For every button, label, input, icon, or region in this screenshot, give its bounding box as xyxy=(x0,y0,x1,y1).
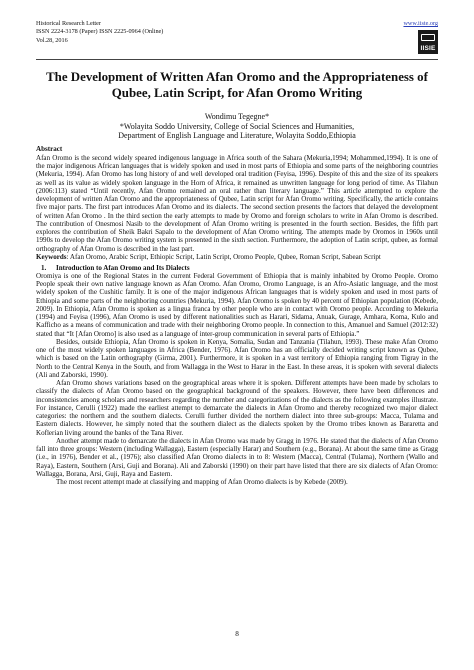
section-1-number: 1. xyxy=(41,263,47,272)
logo-text: IISIE xyxy=(420,45,436,52)
journal-name: Historical Research Letter xyxy=(36,20,101,27)
abstract-text: Afan Oromo is the second widely speared indigenous language in Africa south of the Sahara (Mekuria,1994; Mohammed,1994). It is one of the major indigenous African languages that is widely spoken and used in most parts of Ethiopia and some parts of the neighboring countries (Mekuria, 1994). Afan Oromo has long history of and well developed oral tradition (Feyisa, 1996). Despite of this and the size of its speakers as well as its value as widely spoken language in the Horn of Africa, it remained as unwritten language for long period of time. As Tilahun (2006:113) stated “Until recently, Afan Oromo remained an oral rather than literary language.” This article attempted to explore the development of written Afan Oromo and the appropriateness of Qubee, Latin script for Afan Oromo writing. Specifically, the article contains five major parts. The first part introduces Afan Oromo and its dialects. The second section presents the factors that delayed the development of written Afan Oromo . In the third section the early attempts to made by Oromo and foreign scholars to write in Afan Oromo is described. The contribution of Onesmosi Nasib to the development of Afan Oromo writing is presented in the fourth section. Besides, the fifth part explores the contribution of Sheik Bakri Sapalo to the development of Afan Oromo writing. The attempts made by Oromos in 1960s until 1990s to develop the Afan Oromo writing system is presented in the sixth section. Furthermore, the adoption of Latin script, qubee, as formal orthography of Afan Oromo is described in the last part. xyxy=(36,153,438,253)
section-1-title: Introduction to Afan Oromo and Its Dialects xyxy=(56,263,190,272)
journal-issn: ISSN 2224-3178 (Paper) ISSN 2225-0964 (Online) xyxy=(36,28,164,36)
paper-title: The Development of Written Afan Oromo and the Appropriateness of Qubee, Latin Script, for Afan Oromo Writing xyxy=(46,70,428,100)
author-affiliation-2: Department of English Language and Literature, Wolayita Soddo,Ethiopia xyxy=(118,131,356,141)
journal-info xyxy=(36,20,163,45)
section-1-paragraph-5: The most recent attempt made at classifying and mapping of Afan Oromo dialects is by Kebede (2009). xyxy=(56,478,348,486)
logo-mark xyxy=(421,34,435,41)
keywords-label: Keywords xyxy=(36,252,67,261)
keywords-line xyxy=(36,253,438,261)
header-divider xyxy=(36,59,438,60)
author-block xyxy=(36,112,438,141)
author-affiliation-1: *Wolayita Soddo University, College of Social Sciences and Humanities, xyxy=(119,121,355,131)
section-1-paragraph-4: Another attempt made to demarcate the dialects in Afan Oromo was made by Gragg in 1976. He stated that the dialects of Afan Oromo fall into three groups: Western (including Wallagga), Eastern (especially Harar) and Southern (e.g., Borana). At about the same time as Gragg (i.e., in 1976), Bender et al., (1976); also classified Afan Oromo dialects in to 8: Western (Macca), Central (Tulama), Northern (Wallo and Raya), Eastern, Southern (Arsi, Guji and Borana). Ali and Zaborski (1990) on their part have listed that there are six dialects of Afan Oromo: Wallagga, Borana, Arsi, Guji, Raya and Eastern. xyxy=(36,436,438,478)
section-1-paragraph-2: Besides, outside Ethiopia, Afan Oromo is spoken in Kenya, Somalia, Sudan and Tanzania (Tilahun, 1993). These make Afan Oromo one of the most widely spoken languages in Africa (Bender, 1976). Afan Oromo has an officially decided writing script known as Qubee, which is based on the Latin orthography (Girma, 2001). Furthermore, it is spoken in a vast territory of Ethiopia ranging from Tigray in the North to the Central Kenya in the South, and from Wallagga in the West to Harar in the East. In these areas, it is spoken with several dialects (Ali and Zaborski, 1990). xyxy=(36,337,438,379)
author-name: Wondimu Tegegne* xyxy=(204,112,270,121)
page-number: 8 xyxy=(235,630,239,638)
publisher-info xyxy=(403,20,438,59)
page-header xyxy=(36,20,438,60)
section-1-heading xyxy=(36,264,438,272)
keywords-list: : Afan Oromo, Arabic Script, Ethiopic Script, Latin Script, Oromo People, Qubee, Roman Script, Sabean Script xyxy=(66,252,381,261)
abstract-heading: Abstract xyxy=(36,145,63,153)
journal-volume: Vol.28, 2016 xyxy=(36,36,68,44)
paper-body xyxy=(36,145,438,486)
publisher-url-link[interactable]: www.iiste.org xyxy=(403,20,438,27)
iiste-logo xyxy=(418,30,438,54)
section-1-paragraph-3: Afan Oromo shows variations based on the geographical areas where it is spoken. Different attempts have been made by scholars to classify the dialects of Afan Oromo based on the geographical background of the speakers. However, there have been differences and inconsistencies among scholars and researchers regarding the number and categorizations of the dialects as the following examples illustrate. For instance, Cerulli (1922) made the earliest attempt to demarcate the dialects in Afan Oromo and thereby recognized two major dialect categories: the northern and the southern dialects. Cerulli further divided the northern dialect into three sub-groups: Macca, Tulama and Eastern dialects. However, he simply noted that the southern dialect as the dialects spoken by the Oromo tribes known as Bararetta and Koflerian living around the banks of the Tana River. xyxy=(36,379,438,437)
section-1-paragraph-1: Oromiya is one of the Regional States in the current Federal Government of Ethiopia that is mainly inhabited by Oromo People. Oromo People speak their own native language known as Afan Oromo. Afan Oromo, Oromo Language, is an Afro-Asiatic language, and the most widely spoken of the Cushitic family. It is one of the major indigenous African languages that is widely spoken and used in most parts of Ethiopia and some parts of the neighboring countries (Mekuria, 1994). Afan Oromo is spoken by 40 percent of Ethiopian population (Kebede, 2009). In Ethiopia, Afan Oromo is spoken as a lingua franca by other people who are in contact with Oromo people. According to Mekuria (1994) and Feyisa (1996), Afan Oromo is used by different nationalities such as Harari, Sidama, Anuak, Gurage, Amhara, Koma, Kulo and Kafficho as a means of communication and trade with their neighboring Oromo people. In connection to this, Amanuel and Samuel (2012:32) stated that “It [Afan Oromo] is also used as a language of inter-group communication in several parts of Ethiopia.” xyxy=(36,271,438,338)
